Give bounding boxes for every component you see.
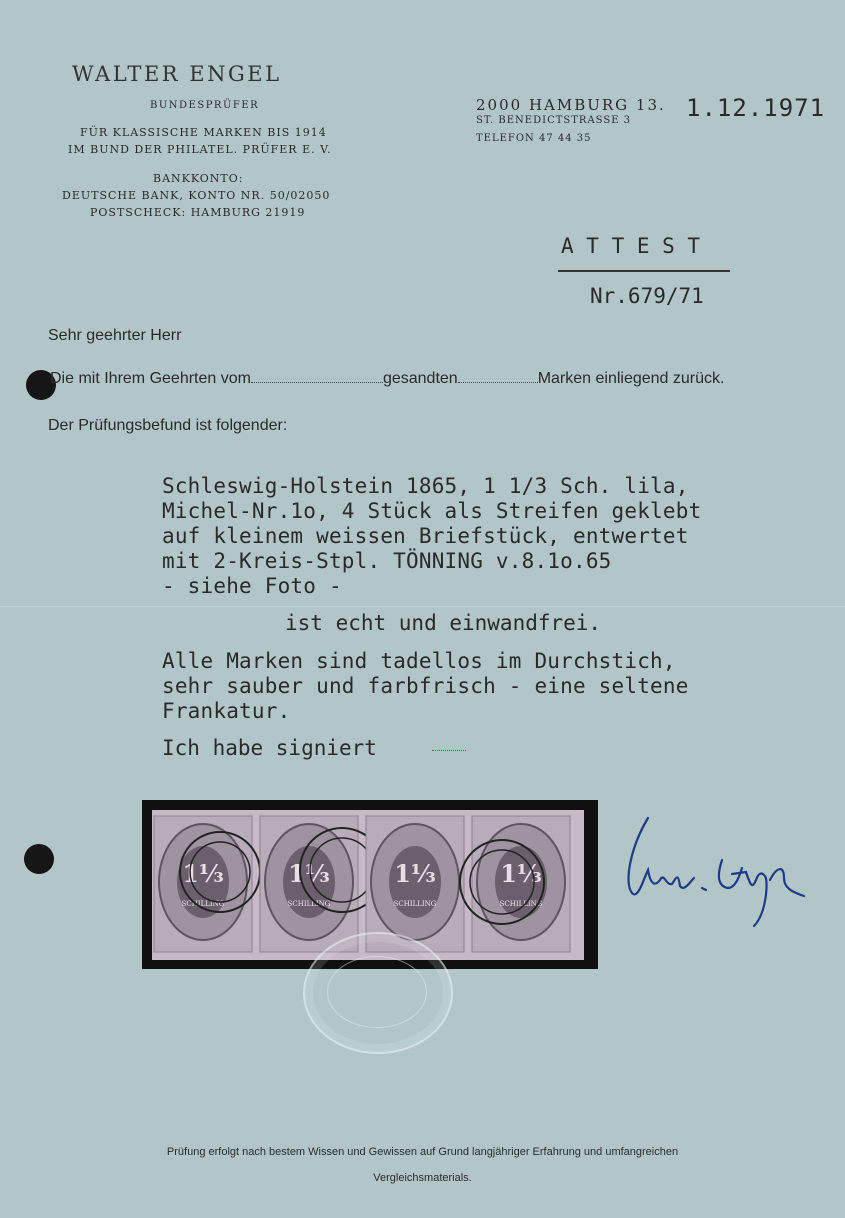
- findings-line-5: - siehe Foto -: [162, 574, 342, 598]
- letterhead-name: WALTER ENGEL: [72, 62, 282, 86]
- address-street: ST. BENEDICTSTRASSE 3: [476, 115, 632, 126]
- remarks-block: [162, 649, 689, 724]
- address-phone: TELEFON 47 44 35: [476, 133, 592, 144]
- embossed-seal: [303, 932, 453, 1054]
- return-line-part3: Marken einliegend zurück.: [537, 370, 725, 387]
- embossed-seal-inner: [327, 956, 427, 1028]
- stamp-4-value: 1⅓: [500, 859, 542, 888]
- attest-title: A T T E S T: [561, 234, 701, 258]
- signed-note: Ich habe signiert: [162, 736, 377, 760]
- remarks-line-3: Frankatur.: [162, 699, 291, 723]
- stamp-3-currency: SCHILLING: [393, 900, 437, 908]
- stamp-2-value: 1⅓: [288, 859, 330, 888]
- footer-line-1: Prüfung erfolgt nach bestem Wissen und Gewissen auf Grund langjähriger Erfahrung und umfangreichen: [166, 1146, 679, 1158]
- salutation: Sehr geehrter Herr: [48, 327, 182, 344]
- findings-line-4: mit 2-Kreis-Stpl. TÖNNING v.8.1o.65: [162, 549, 612, 573]
- stamp-1-value: 1⅓: [182, 859, 224, 888]
- findings-line-3: auf kleinem weissen Briefstück, entwertet: [162, 524, 689, 548]
- date-blank: [251, 382, 383, 383]
- count-blank: [458, 382, 538, 383]
- letterhead-role: BUNDESPRÜFER: [150, 100, 260, 111]
- stamp-1-currency: SCHILLING: [181, 900, 225, 908]
- stamp-4-currency: SCHILLING: [499, 900, 543, 908]
- stamp-1: [154, 816, 260, 952]
- findings-line-1: Schleswig-Holstein 1865, 1 1/3 Sch. lila,: [162, 474, 689, 498]
- bank-label: BANKKONTO:: [153, 172, 244, 185]
- return-line-part2: gesandten: [382, 370, 458, 387]
- stamp-3-value: 1⅓: [394, 859, 436, 888]
- punch-hole-bottom: [24, 844, 54, 874]
- stamp-2: [260, 816, 384, 952]
- return-line: [50, 370, 724, 388]
- handwritten-signature: [618, 808, 818, 934]
- letterhead-line2: IM BUND DER PHILATEL. PRÜFER E. V.: [68, 143, 332, 156]
- letterhead-line1: FÜR KLASSISCHE MARKEN BIS 1914: [80, 126, 327, 139]
- remarks-line-2: sehr sauber und farbfrisch - eine seltene: [162, 674, 689, 698]
- stamp-2-currency: SCHILLING: [287, 900, 331, 908]
- small-signature-mark: [432, 744, 466, 751]
- address-city: 2000 HAMBURG 13.: [476, 96, 666, 114]
- footer-line-2: Vergleichsmaterials.: [373, 1172, 472, 1184]
- stamp-4: [460, 816, 570, 952]
- remarks-line-1: Alle Marken sind tadellos im Durchstich,: [162, 649, 676, 673]
- paper-fold: [0, 606, 845, 607]
- postscheck: POSTSCHECK: HAMBURG 21919: [90, 206, 306, 219]
- result-intro: Der Prüfungsbefund ist folgender:: [48, 417, 288, 434]
- attest-underline: [558, 270, 730, 272]
- return-line-part1: Die mit Ihrem Geehrten vom: [50, 370, 251, 387]
- verdict: ist echt und einwandfrei.: [285, 611, 602, 635]
- attest-number: Nr.679/71: [590, 284, 704, 308]
- bank-account: DEUTSCHE BANK, KONTO NR. 50/02050: [62, 189, 331, 202]
- letter-date: 1.12.1971: [686, 94, 826, 122]
- findings-line-2: Michel-Nr.1o, 4 Stück als Streifen geklebt: [162, 499, 702, 523]
- findings-block: [162, 474, 701, 599]
